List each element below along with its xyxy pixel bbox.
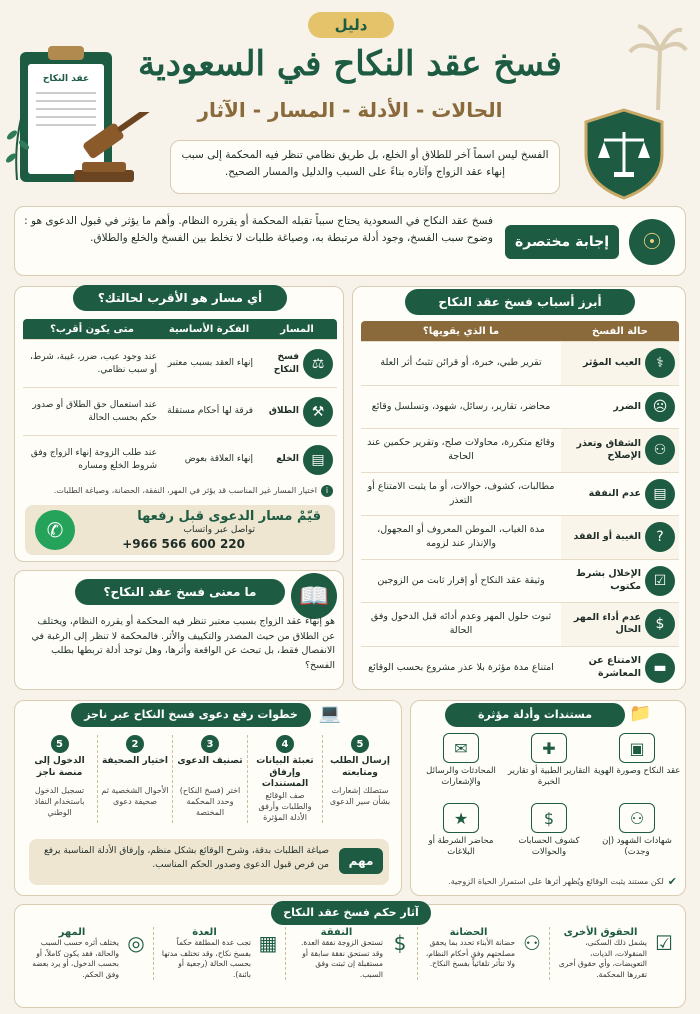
path-idea: فرقة لها أحكام مستقلة (167, 406, 253, 417)
guide-badge: دليل (308, 12, 394, 38)
reason-case-cell (561, 560, 679, 603)
path-row (23, 387, 337, 435)
reasons-col-case: حالة الفسخ (591, 325, 649, 337)
path-section-title: أي مسار هو الأقرب لحالتك؟ (73, 285, 287, 311)
meaning-section (14, 570, 344, 690)
reason-proof: وقائع متكررة، محاولات صلح، وتقرير حكمين عند الحاجة (367, 437, 555, 463)
reason-proof: ثبوت حلول المهر وعدم أدائه قبل الدخول وفق الحالة (370, 611, 552, 637)
document-item (593, 731, 681, 801)
id-card-icon: ▣ (619, 733, 655, 763)
documents-note (417, 875, 677, 890)
reason-case: عدم النفقة (588, 487, 641, 499)
meaning-text: هو إنهاء عقد الزواج بسبب معتبر تنظر فيه المحكمة أو يقرره النظام، ويختلف عن الطلاق من حيث المصدر والتكييف والأثر. فالمحكمة لا تنظر إلى الرغبة في الانفصال فقط، بل تبحث عن الواقعة وأثرها، وهل توجد أدلة تربطها بطلب الفسخ؟ (31, 616, 335, 672)
reason-proof: تقرير طبي، خبرة، أو قرائن تثبتُ أثر العلة (380, 357, 542, 369)
reason-row (361, 515, 679, 559)
effects-section (14, 904, 686, 1008)
whatsapp-phone: +966 566 600 220 (122, 537, 245, 551)
step-item (172, 735, 247, 823)
reason-case-cell (561, 342, 679, 385)
path-name: الطلاق (268, 406, 299, 417)
harm-icon: ☹ (645, 392, 675, 422)
steps-title: خطوات رفع دعوى فسخ النكاح عبر ناجز (71, 703, 311, 727)
document-item (505, 801, 593, 871)
reason-row (361, 646, 679, 690)
step-item (97, 735, 172, 823)
step-title: الدخول إلى منصة ناجز (34, 756, 85, 778)
page-subtitle: الحالات - الأدلة - المسار - الآثار (197, 98, 503, 122)
police-icon: ★ (443, 803, 479, 833)
step-number: 5 (351, 735, 369, 753)
reason-case-cell (561, 647, 679, 690)
reason-case: عدم أداء المهر الحال (573, 611, 641, 636)
document-label: التقارير الطبية أو تقارير الخبرة (507, 766, 591, 788)
whatsapp-sub: تواصل عبر واتساب (183, 525, 255, 535)
path-col-idea: الفكرة الأساسية (168, 323, 250, 335)
document-item (505, 731, 593, 801)
path-when: عند وجود عيب، ضرر، غيبة، شرط، أو سبب نظامي. (30, 352, 157, 375)
reason-case-cell (561, 429, 679, 472)
reason-case-cell (561, 473, 679, 516)
doctor-icon: ⚕ (645, 348, 675, 378)
effect-item (153, 927, 285, 980)
gavel-icon (64, 112, 164, 190)
reason-case-cell (561, 603, 679, 646)
effect-desc: يشمل ذلك السكنى، المنقولات، الديات، التعويضات، وأي حقوق أخرى تقررها المحكمة. (558, 938, 647, 979)
reason-row (361, 341, 679, 385)
document-item (417, 801, 505, 871)
step-title: تعبئة البيانات وإرفاق المستندات (256, 756, 314, 790)
lightbulb-icon: ☉ (629, 219, 675, 265)
reason-proof: امتناع مدة مؤثرة بلا عذر مشروع بحسب الوقائع (368, 661, 554, 673)
path-col-path: المسار (280, 323, 314, 335)
couple-icon: ⚇ (645, 435, 675, 465)
reason-case-cell (561, 386, 679, 429)
medical-report-icon: ✚ (531, 733, 567, 763)
reasons-section (352, 286, 686, 690)
effect-item (417, 927, 549, 980)
book-icon: 📖 (291, 573, 337, 619)
effects-title: آثار حكم فسخ عقد النكاح (271, 901, 431, 925)
path-idea: إنهاء العقد بسبب معتبر (167, 358, 253, 369)
shield-check-icon: ✔ (667, 875, 677, 888)
path-idea: إنهاء العلاقة بعوض (184, 454, 253, 465)
important-box (29, 839, 389, 885)
effect-text (25, 927, 119, 980)
steps-section (14, 700, 402, 896)
reason-case-cell (561, 516, 679, 559)
reason-case: الإخلال بشرط مكتوب (576, 568, 641, 592)
bed-icon: ▬ (645, 653, 675, 683)
coins-icon: $ (645, 609, 675, 639)
reason-row (361, 428, 679, 472)
reasons-title: أبرز أسباب فسخ عقد النكاح (405, 289, 635, 315)
documents-note-text: لكن مستند يثبت الوقائع ويُظهر أثرها على استمرار الحياة الزوجية. (448, 877, 664, 887)
family-icon: ⚇ (523, 931, 541, 955)
path-col-when: متى يكون أقرب؟ (50, 323, 134, 335)
reason-row (361, 385, 679, 429)
step-desc: تسجيل الدخول باستخدام النفاذ الوطني (34, 786, 85, 817)
missing-person-icon: ? (645, 522, 675, 552)
header (0, 0, 700, 200)
path-note (23, 485, 333, 497)
short-answer-text: فسخ عقد النكاح في السعودية يحتاج سبباً تقبله المحكمة أو يقرره النظام. وأهم ما يؤثر في قبول الدعوى هو : وضوح سبب الفسخ، وجود أدلة مرتبطة به، وصياغة طلبات لا تخلط بين الفسخ والخلع والطلاق. (24, 215, 493, 244)
step-item (22, 735, 97, 823)
reason-case: الضرر (613, 400, 641, 412)
checklist-icon: ☑ (645, 566, 675, 596)
clipboard-label: عقد النكاح (42, 74, 90, 84)
step-title: إرسال الطلب ومتابعته (330, 756, 390, 778)
reason-proof: مدة الغياب، الموطن المعروف أو المجهول، والإنذار عند لزومه (377, 524, 545, 550)
document-label: محاضر الشرطة أو البلاغات (428, 836, 494, 858)
scales-icon: ⚖ (303, 349, 333, 379)
effect-item (21, 927, 153, 980)
document-icon: ▤ (303, 445, 333, 475)
path-when: عند استعمال حق الطلاق أو صدور حكم بحسب الحالة (32, 400, 157, 423)
short-answer-card (14, 206, 686, 276)
step-desc: ستصلك إشعارات بشأن سير الدعوى (329, 786, 391, 806)
reason-case: العيب المؤثر (582, 357, 641, 369)
effect-text (422, 927, 515, 980)
step-desc: الأحوال الشخصية ثم صحيفة دعوى (101, 786, 169, 806)
path-section (14, 286, 344, 562)
effect-item (285, 927, 417, 980)
reason-case: الشقاق وتعذر الإصلاح (576, 437, 641, 462)
reasons-col-proof: ما الذي يقويها؟ (422, 325, 500, 337)
path-when: عند طلب الزوجة إنهاء الزواج وفق شروط الخلع ومساره (30, 448, 157, 471)
witnesses-icon: ⚇ (619, 803, 655, 833)
effect-desc: تجب عدة المطلقة حكماً بفسخ نكاح، وقد تختلف مدتها بحسب الحالة (رجعية أو بائنة). (161, 938, 251, 979)
document-label: شهادات الشهود (إن وجدت) (602, 836, 672, 858)
document-label: المحادثات والرسائل والإشعارات (426, 766, 496, 788)
step-number: 5 (51, 735, 69, 753)
step-title: اختيار الصحيفة (101, 756, 169, 766)
reason-row (361, 472, 679, 516)
reason-row (361, 602, 679, 646)
intro-text: الفسخ ليس اسماً آخر للطلاق أو الخلع، بل طريق نظامي تنظر فيه المحكمة إلى سبب إنهاء عقد الزواج وآثاره بناءً على السبب والدليل والمسار الصحيح. (170, 140, 560, 194)
effect-text (554, 927, 647, 980)
leaves-decoration-icon (2, 110, 32, 180)
reason-case: الامتناع عن المعاشرة (588, 655, 641, 679)
important-text: صياغة الطلبات بدقة، وشرح الوقائع بشكل منظم، وإرفاق الأدلة المناسبة يرفع من فرص قبول الدعوى وصدور الحكم المناسب. (43, 846, 329, 870)
reason-proof: محاضر، تقارير، رسائل، شهود، وتسلسل وقائع (371, 400, 551, 412)
effect-item (549, 927, 681, 980)
step-desc: اختر (فسخ النكاح) وحدد المحكمة المختصة (179, 786, 241, 817)
path-row (23, 339, 337, 387)
whatsapp-cta[interactable] (25, 505, 335, 555)
effect-title: المهر (58, 927, 86, 938)
page-title: فسخ عقد النكاح في السعودية (138, 44, 562, 84)
reason-row (361, 559, 679, 603)
document-label: كشوف الحسابات والحوالات (518, 836, 580, 858)
path-note-text: اختيار المسار غير المناسب قد يؤثر في المهر، النفقة، الحضانة، وصياغة الطلبات. (53, 485, 317, 495)
path-name: الخلع (276, 454, 299, 465)
document-item (417, 731, 505, 801)
rights-checklist-icon: ☑ (655, 931, 673, 955)
document-item (593, 801, 681, 871)
meaning-title: ما معنى فسخ عقد النكاح؟ (75, 579, 285, 605)
chat-icon: ✉ (443, 733, 479, 763)
path-name: فسخ النكاح (273, 352, 299, 375)
path-row (23, 435, 337, 483)
documents-title: مستندات وأدلة مؤثرة (445, 703, 625, 727)
step-number: 4 (276, 735, 294, 753)
reason-proof: مطالبات، كشوف، حوالات، أو ما يثبت الامتناع أو التعذر (367, 480, 555, 506)
money-bag-icon: $ (393, 931, 407, 955)
step-number: 2 (126, 735, 144, 753)
reason-case: الغيبة أو الفقد (573, 531, 641, 543)
effect-title: العدة (192, 927, 217, 938)
folder-icon: 📁 (629, 703, 652, 724)
short-answer-label: إجابة مختصرة (505, 225, 619, 259)
whatsapp-title: قيّمْ مسار الدعوى قبل رفعها (137, 509, 321, 524)
step-item (322, 735, 397, 823)
effect-title: الحقوق الأخرى (563, 927, 638, 938)
calendar-icon: ▦ (258, 931, 278, 955)
bank-statement-icon: $ (531, 803, 567, 833)
step-item (247, 735, 322, 823)
wallet-icon: ▤ (645, 479, 675, 509)
palm-decoration-icon (628, 20, 688, 110)
gold-coins-icon: ◎ (127, 931, 145, 955)
effect-desc: يختلف أثره حسب السبب والحالة، فقد يكون كاملاً، أو بحسب الدخول، أو يرد بعضه وفق الحكم. (32, 938, 119, 979)
step-number: 3 (201, 735, 219, 753)
justice-shield-icon (582, 108, 666, 200)
whatsapp-icon[interactable]: ✆ (35, 510, 75, 550)
gavel-icon: ⚒ (303, 397, 333, 427)
effect-desc: حضانة الأبناء تحدد بما يحقق مصلحتهم وفق أحكام النظام، ولا تتأثر تلقائياً بفسخ النكاح. (425, 938, 515, 968)
info-icon: i (321, 485, 333, 497)
document-label: عقد النكاح وصورة الهوية (593, 766, 681, 776)
reason-proof: وثيقة عقد النكاح أو إقرار ثابت من الزوجين (377, 574, 545, 586)
step-desc: صف الوقائع والطلبات وأرفق الأدلة المؤثرة (258, 791, 312, 822)
path-table (23, 319, 337, 483)
laptop-icon: 💻 (318, 703, 341, 724)
effect-title: الحضانة (449, 927, 488, 938)
effect-desc: تستحق الزوجة نفقة العدة. وقد تستحق نفقة سابقة أو مستقبلة إن ثبتت وفق السبب. (300, 938, 383, 979)
important-label: مهم (339, 848, 383, 874)
step-title: تصنيف الدعوى (177, 756, 243, 766)
effect-title: النفقة (320, 927, 353, 938)
effect-text (158, 927, 251, 980)
effect-text (290, 927, 383, 980)
documents-section (410, 700, 686, 896)
